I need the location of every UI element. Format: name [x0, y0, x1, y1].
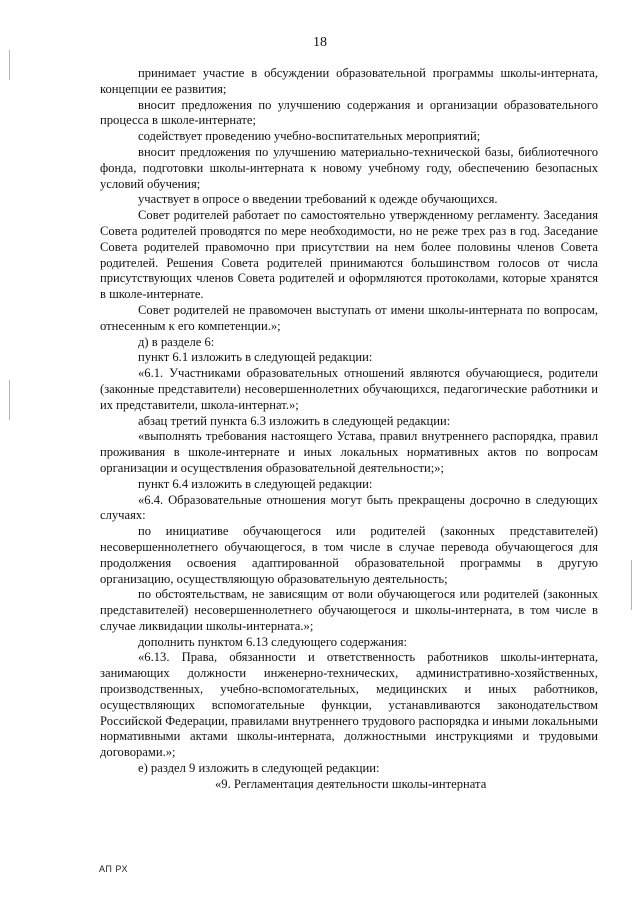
- page-number: 18: [313, 35, 327, 50]
- paragraph: «6.1. Участниками образовательных отношений являются обучающиеся, родители (законные представители) несовершеннолетних обучающихся, педагогические работники и их представители, школа-интернат.»;: [100, 366, 598, 412]
- paragraph: участвует в опросе о введении требований к одежде обучающихся.: [138, 192, 498, 207]
- section-heading: «9. Регламентация деятельности школы-интерната: [215, 776, 487, 791]
- paragraph: «выполнять требования настоящего Устава, правил внутреннего распорядка, правил проживания в школе-интернате и иных локальных нормативных актов по вопросам организации и осуществления образовательной деятельности;»;: [100, 429, 598, 475]
- scan-edge-mark: [631, 560, 632, 610]
- paragraph: по инициативе обучающегося или родителей (законных представителей) несовершеннолетнего обучающегося, в том числе в случае перевода обучающегося для продолжения освоения адаптированной образовательной программы в другую организацию, осуществляющую образовательную деятельность;: [100, 524, 598, 586]
- paragraph: дополнить пунктом 6.13 следующего содержания:: [138, 634, 408, 649]
- paragraph: содействует проведению учебно-воспитательных мероприятий;: [138, 129, 481, 144]
- paragraph: абзац третий пункта 6.3 изложить в следующей редакции:: [138, 413, 451, 428]
- paragraph: пункт 6.1 изложить в следующей редакции:: [138, 350, 373, 365]
- paragraph: Совет родителей работает по самостоятельно утвержденному регламенту. Заседания Совета родителей проводятся по мере необходимости, но не реже трех раз в год. Заседание Совета родителей правомочно при присутствии на нем более половины членов Совета родителей. Решения Совета родителей принимаются большинством голосов от числа присутствующих членов Совета родителей и оформляются протоколами, которые хранятся в школе-интернате.: [100, 208, 598, 302]
- scan-edge-mark: [9, 380, 10, 420]
- paragraph: е) раздел 9 изложить в следующей редакции:: [138, 761, 380, 776]
- footer-mark: АП РХ: [99, 864, 128, 874]
- paragraph: Совет родителей не правомочен выступать от имени школы-интерната по вопросам, отнесенным к его компетенции.»;: [100, 302, 598, 333]
- document-body: [100, 66, 598, 793]
- paragraph: пункт 6.4 изложить в следующей редакции:: [138, 476, 373, 491]
- paragraph: вносит предложения по улучшению материально-технической базы, библиотечного фонда, подготовки школы-интерната к новому учебному году, обеспечению безопасных условий обучения;: [100, 144, 598, 191]
- paragraph: принимает участие в обсуждении образовательной программы школы-интерната, концепции ее развития;: [100, 66, 598, 96]
- paragraph: «6.13. Права, обязанности и ответственность работников школы-интерната, занимающих должности инженерно-технических, административно-хозяйственных, производственных, учебно-вспомогательных, медицинских и иных работников, осуществляющих вспомогательные функции, устанавливаются законодательством Российской Федерации, правилами внутреннего трудового распорядка и иными локальными нормативными актами школы-интерната, должностными инструкциями и трудовыми договорами.»;: [100, 650, 598, 760]
- paragraph: по обстоятельствам, не зависящим от воли обучающегося или родителей (законных представителей) несовершеннолетнего обучающегося и школы-интерната, в том числе в случае ликвидации школы-интерната.»;: [100, 587, 598, 633]
- paragraph: д) в разделе 6:: [138, 334, 215, 349]
- scan-edge-mark: [9, 50, 10, 80]
- paragraph: вносит предложения по улучшению содержания и организации образовательного процесса в школе-интернате;: [100, 97, 598, 128]
- paragraph: «6.4. Образовательные отношения могут быть прекращены досрочно в следующих случаях:: [100, 492, 598, 523]
